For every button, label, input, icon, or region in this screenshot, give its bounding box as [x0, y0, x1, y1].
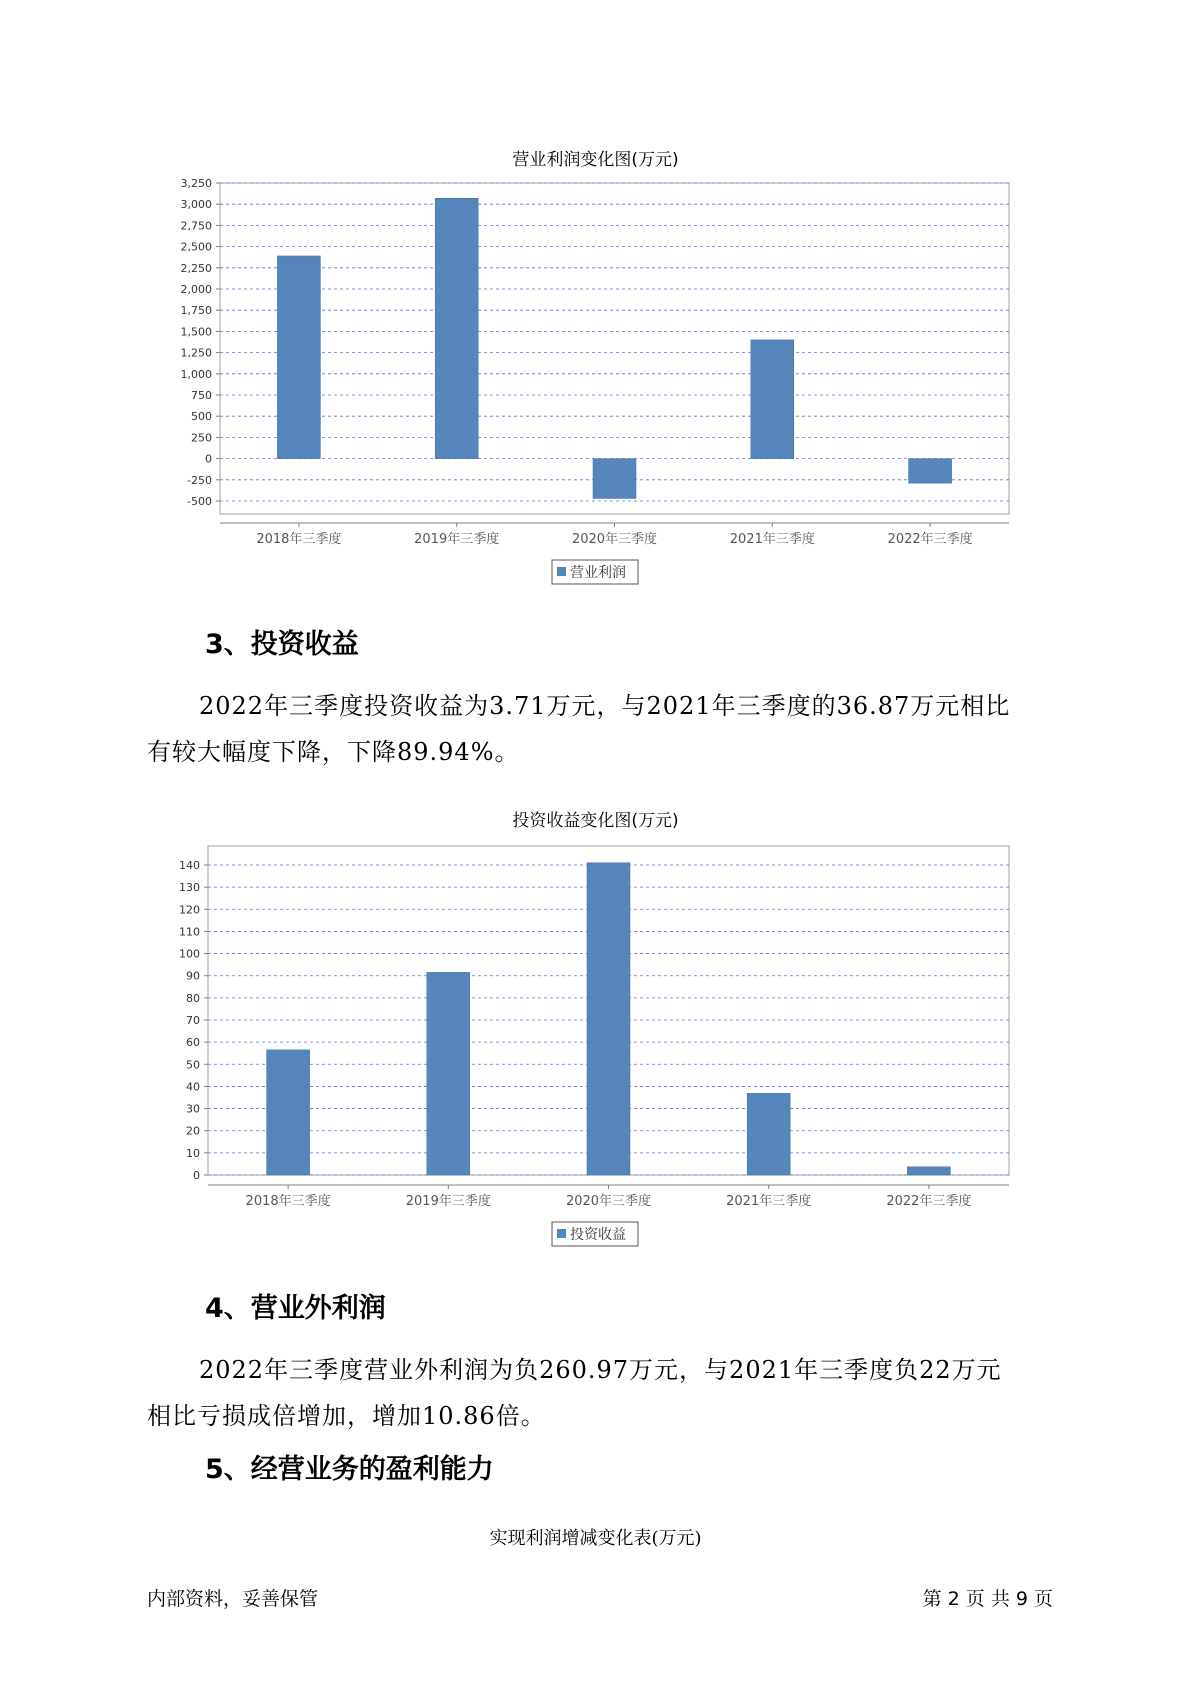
x-tick-label: 2019年三季度 — [414, 532, 500, 547]
bar-4 — [751, 340, 794, 459]
y-tick-label: 10 — [186, 1146, 200, 1160]
bar-3 — [593, 459, 636, 499]
x-tick-label: 2018年三季度 — [256, 532, 342, 547]
bar-4 — [747, 1093, 790, 1175]
y-tick-label: 70 — [186, 1014, 200, 1027]
y-tick-label: 120 — [179, 903, 200, 917]
y-tick-label: 60 — [186, 1036, 200, 1050]
x-tick-label: 2021年三季度 — [729, 532, 815, 547]
y-tick-label: 750 — [191, 389, 212, 402]
y-tick-label: 110 — [179, 925, 200, 939]
legend-label: 投资收益 — [570, 1227, 626, 1243]
y-tick-label: 0 — [205, 452, 212, 466]
legend — [552, 1222, 638, 1246]
chart1-title: 营业利润变化图(万元) — [512, 150, 679, 170]
y-tick-label: -500 — [187, 495, 212, 508]
footer-confidential: 内部资料，妥善保管 — [147, 1588, 319, 1610]
section4-line2: 相比亏损成倍增加，增加10.86倍。 — [147, 1402, 546, 1430]
y-tick-label: 1,500 — [180, 325, 212, 339]
y-tick-label: -250 — [187, 473, 212, 487]
y-tick-label: 500 — [191, 410, 212, 424]
bar-2 — [427, 972, 470, 1175]
bar-1 — [267, 1050, 310, 1175]
section4-heading: 4、营业外利润 — [205, 1293, 386, 1324]
legend-swatch — [557, 567, 566, 576]
y-tick-label: 20 — [186, 1124, 200, 1138]
y-tick-label: 1,750 — [180, 304, 212, 318]
section3-paragraph — [147, 683, 1067, 775]
x-tick-label: 2020年三季度 — [565, 1194, 652, 1209]
legend — [552, 560, 638, 584]
y-tick-label: 130 — [179, 881, 200, 895]
section3-line2: 有较大幅度下降，下降89.94%。 — [147, 738, 520, 766]
y-tick-label: 2,500 — [180, 240, 212, 254]
investment-income-chart — [0, 830, 1191, 1243]
y-tick-label: 100 — [179, 947, 200, 961]
bar-3 — [587, 863, 630, 1175]
y-tick-label: 40 — [186, 1080, 200, 1094]
y-tick-label: 2,750 — [180, 219, 212, 233]
y-tick-label: 1,000 — [180, 367, 212, 381]
x-tick-label: 2022年三季度 — [886, 1194, 972, 1209]
y-tick-label: 250 — [191, 431, 212, 445]
y-tick-label: 90 — [186, 969, 200, 983]
y-tick-label: 80 — [186, 991, 200, 1005]
y-tick-label: 0 — [193, 1169, 200, 1182]
x-tick-label: 2020年三季度 — [571, 532, 658, 547]
bar-5 — [907, 1167, 950, 1175]
section4-line1: 2022年三季度营业外利润为负260.97万元，与2021年三季度负22万元 — [199, 1356, 1002, 1384]
y-tick-label: 3,000 — [180, 198, 212, 212]
x-tick-label: 2021年三季度 — [726, 1194, 812, 1209]
y-tick-label: 30 — [186, 1102, 200, 1116]
y-tick-label: 140 — [179, 859, 200, 872]
x-tick-label: 2018年三季度 — [245, 1194, 331, 1209]
table-caption: 实现利润增减变化表(万元) — [489, 1528, 702, 1549]
y-tick-label: 2,250 — [180, 261, 212, 275]
x-tick-label: 2019年三季度 — [405, 1194, 491, 1209]
y-tick-label: 1,250 — [180, 346, 212, 360]
section4-paragraph — [147, 1347, 1067, 1439]
chart2-title: 投资收益变化图(万元) — [512, 811, 679, 831]
bar-5 — [909, 459, 952, 484]
bar-1 — [277, 256, 320, 459]
x-tick-label: 2022年三季度 — [887, 532, 973, 547]
footer-page-number: 第 2 页 共 9 页 — [922, 1588, 1053, 1610]
y-tick-label: 3,250 — [180, 177, 212, 190]
y-tick-label: 50 — [186, 1058, 200, 1072]
legend-swatch — [557, 1229, 566, 1238]
section3-line1: 2022年三季度投资收益为3.71万元，与2021年三季度的36.87万元相比 — [199, 692, 1011, 720]
legend-label: 营业利润 — [570, 565, 626, 581]
section5-heading: 5、经营业务的盈利能力 — [205, 1454, 494, 1485]
section3-heading: 3、投资收益 — [205, 629, 359, 660]
y-tick-label: 2,000 — [180, 283, 212, 296]
bar-2 — [435, 198, 478, 458]
operating-profit-chart — [0, 0, 1191, 600]
